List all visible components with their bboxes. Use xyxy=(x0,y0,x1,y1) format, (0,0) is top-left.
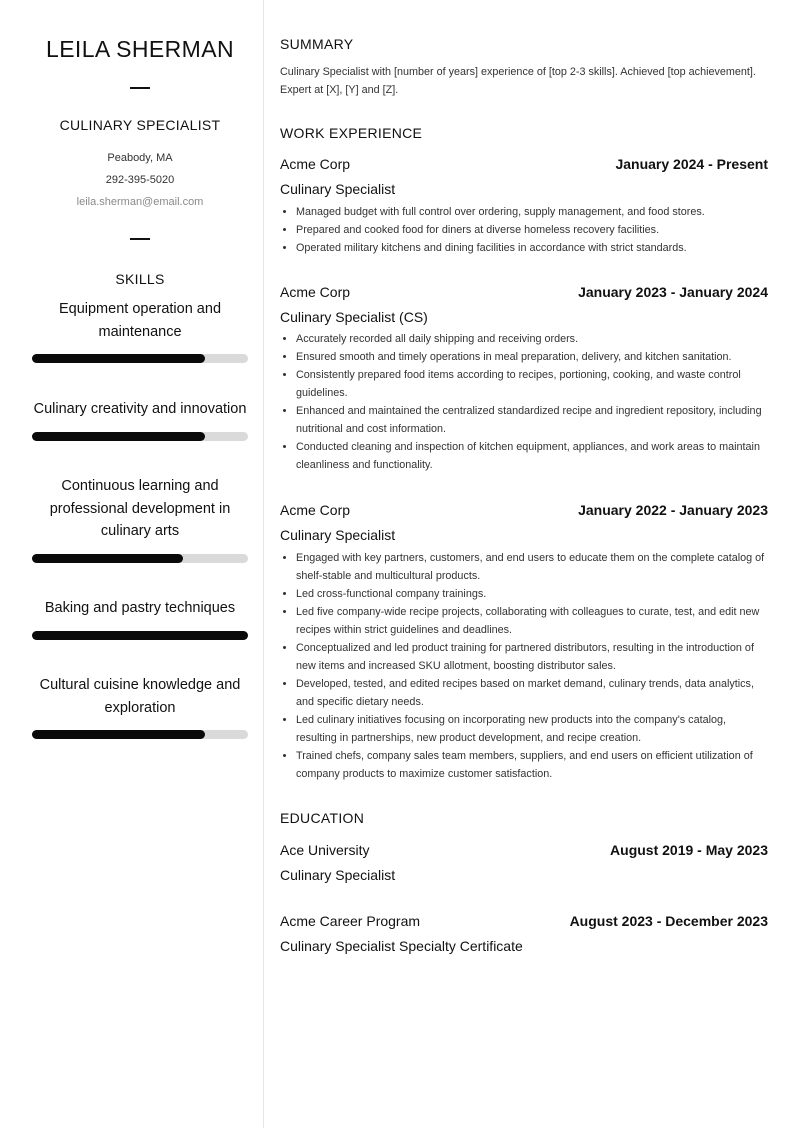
list-item: • Led culinary initiatives focusing on incorporating new products into the company's catalog, resulting in partnerships, new product development, and recipe creation. xyxy=(296,711,768,747)
skill-level-bar xyxy=(32,354,248,363)
skill-level-bar xyxy=(32,554,248,563)
list-item: • Managed budget with full control over ordering, supply management, and food stores. xyxy=(296,203,768,221)
list-item: • Accurately recorded all daily shipping and receiving orders. xyxy=(296,330,768,348)
skill-name: Continuous learning and professional development in culinary arts xyxy=(49,478,231,539)
skill-item xyxy=(32,674,248,719)
candidate-name: LEILA SHERMAN xyxy=(46,36,234,62)
skill-level-bar xyxy=(32,730,248,739)
education-dates: August 2023 - December 2023 xyxy=(569,913,768,929)
skill-level-fill xyxy=(32,354,205,363)
list-item: • Conceptualized and led product training for partnered distributors, resulting in the introduction of new items and increased SKU allotment, boosting distributor sales. xyxy=(296,639,768,675)
job-bullets xyxy=(296,549,768,783)
list-item: • Trained chefs, company sales team members, suppliers, and end users on efficient utilization of company products to maximize customer satisfaction. xyxy=(296,747,768,783)
list-item: • Led cross-functional company trainings. xyxy=(296,585,768,603)
job-dates: January 2022 - January 2023 xyxy=(578,502,768,518)
education-dates: August 2019 - May 2023 xyxy=(610,842,768,858)
skill-name: Equipment operation and maintenance xyxy=(58,301,222,340)
list-item: • Led five company-wide recipe projects, collaborating with colleagues to curate, test, and edit new recipes within strict guidelines and deadlines. xyxy=(296,603,768,639)
skill-level-fill xyxy=(32,554,183,563)
summary-heading: SUMMARY xyxy=(280,36,354,52)
list-item: • Enhanced and maintained the centralized standardized recipe and ingredient repository, including nutritional and cost information. xyxy=(296,402,768,438)
job-bullets xyxy=(296,203,768,257)
phone: 292-395-5020 xyxy=(105,174,175,186)
list-item: • Developed, tested, and edited recipes based on market demand, culinary trends, data analytics, and specific dietary needs. xyxy=(296,675,768,711)
job-header xyxy=(280,156,768,172)
company-name: Acme Corp xyxy=(280,502,351,518)
education-heading: EDUCATION xyxy=(280,810,365,826)
skill-item xyxy=(32,597,248,620)
location: Peabody, MA xyxy=(107,152,173,164)
divider xyxy=(130,238,150,240)
skill-name: Baking and pastry techniques xyxy=(44,600,236,616)
education-header xyxy=(280,913,768,929)
experience-heading: WORK EXPERIENCE xyxy=(280,125,423,141)
school-name: Acme Career Program xyxy=(280,913,421,929)
list-item: • Engaged with key partners, customers, and end users to educate them on the complete catalog of shelf-stable and multicultural products. xyxy=(296,549,768,585)
skill-level-bar xyxy=(32,432,248,441)
job-role: Culinary Specialist (CS) xyxy=(280,309,428,325)
sidebar xyxy=(0,0,264,1128)
company-name: Acme Corp xyxy=(280,156,351,172)
job-role: Culinary Specialist xyxy=(280,527,396,543)
job-title: CULINARY SPECIALIST xyxy=(59,117,221,133)
job-header xyxy=(280,502,768,518)
list-item: • Ensured smooth and timely operations in meal preparation, delivery, and kitchen sanitation. xyxy=(296,348,768,366)
skill-item xyxy=(32,398,248,421)
skill-level-fill xyxy=(32,730,205,739)
skill-level-bar xyxy=(32,631,248,640)
degree: Culinary Specialist Specialty Certificate xyxy=(280,938,523,954)
skills-heading: SKILLS xyxy=(115,271,165,287)
skill-name: Culinary creativity and innovation xyxy=(33,401,247,417)
job-header xyxy=(280,284,768,300)
list-item: • Prepared and cooked food for diners at diverse homeless recovery facilities. xyxy=(296,221,768,239)
list-item: • Conducted cleaning and inspection of kitchen equipment, appliances, and work areas to maintain cleanliness and functionality. xyxy=(296,438,768,474)
list-item: • Operated military kitchens and dining facilities in accordance with strict standards. xyxy=(296,239,768,257)
skill-name: Cultural cuisine knowledge and exploration xyxy=(39,677,241,716)
education-header xyxy=(280,842,768,858)
job-dates: January 2024 - Present xyxy=(615,156,768,172)
skill-level-fill xyxy=(32,631,248,640)
school-name: Ace University xyxy=(280,842,370,858)
job-dates: January 2023 - January 2024 xyxy=(578,284,768,300)
company-name: Acme Corp xyxy=(280,284,351,300)
summary-text: Culinary Specialist with [number of years] experience of [top 2-3 skills]. Achieved [top achievement]. Expert at [X], [Y] and [Z]. xyxy=(280,66,756,96)
job-bullets xyxy=(296,330,768,474)
email-link[interactable]: leila.sherman@email.com xyxy=(76,196,204,208)
divider xyxy=(130,87,150,89)
degree: Culinary Specialist xyxy=(280,867,396,883)
list-item: • Consistently prepared food items according to recipes, portioning, cooking, and waste control guidelines. xyxy=(296,366,768,402)
skill-level-fill xyxy=(32,432,205,441)
job-role: Culinary Specialist xyxy=(280,181,396,197)
skill-item xyxy=(32,475,248,543)
skill-item xyxy=(32,298,248,343)
